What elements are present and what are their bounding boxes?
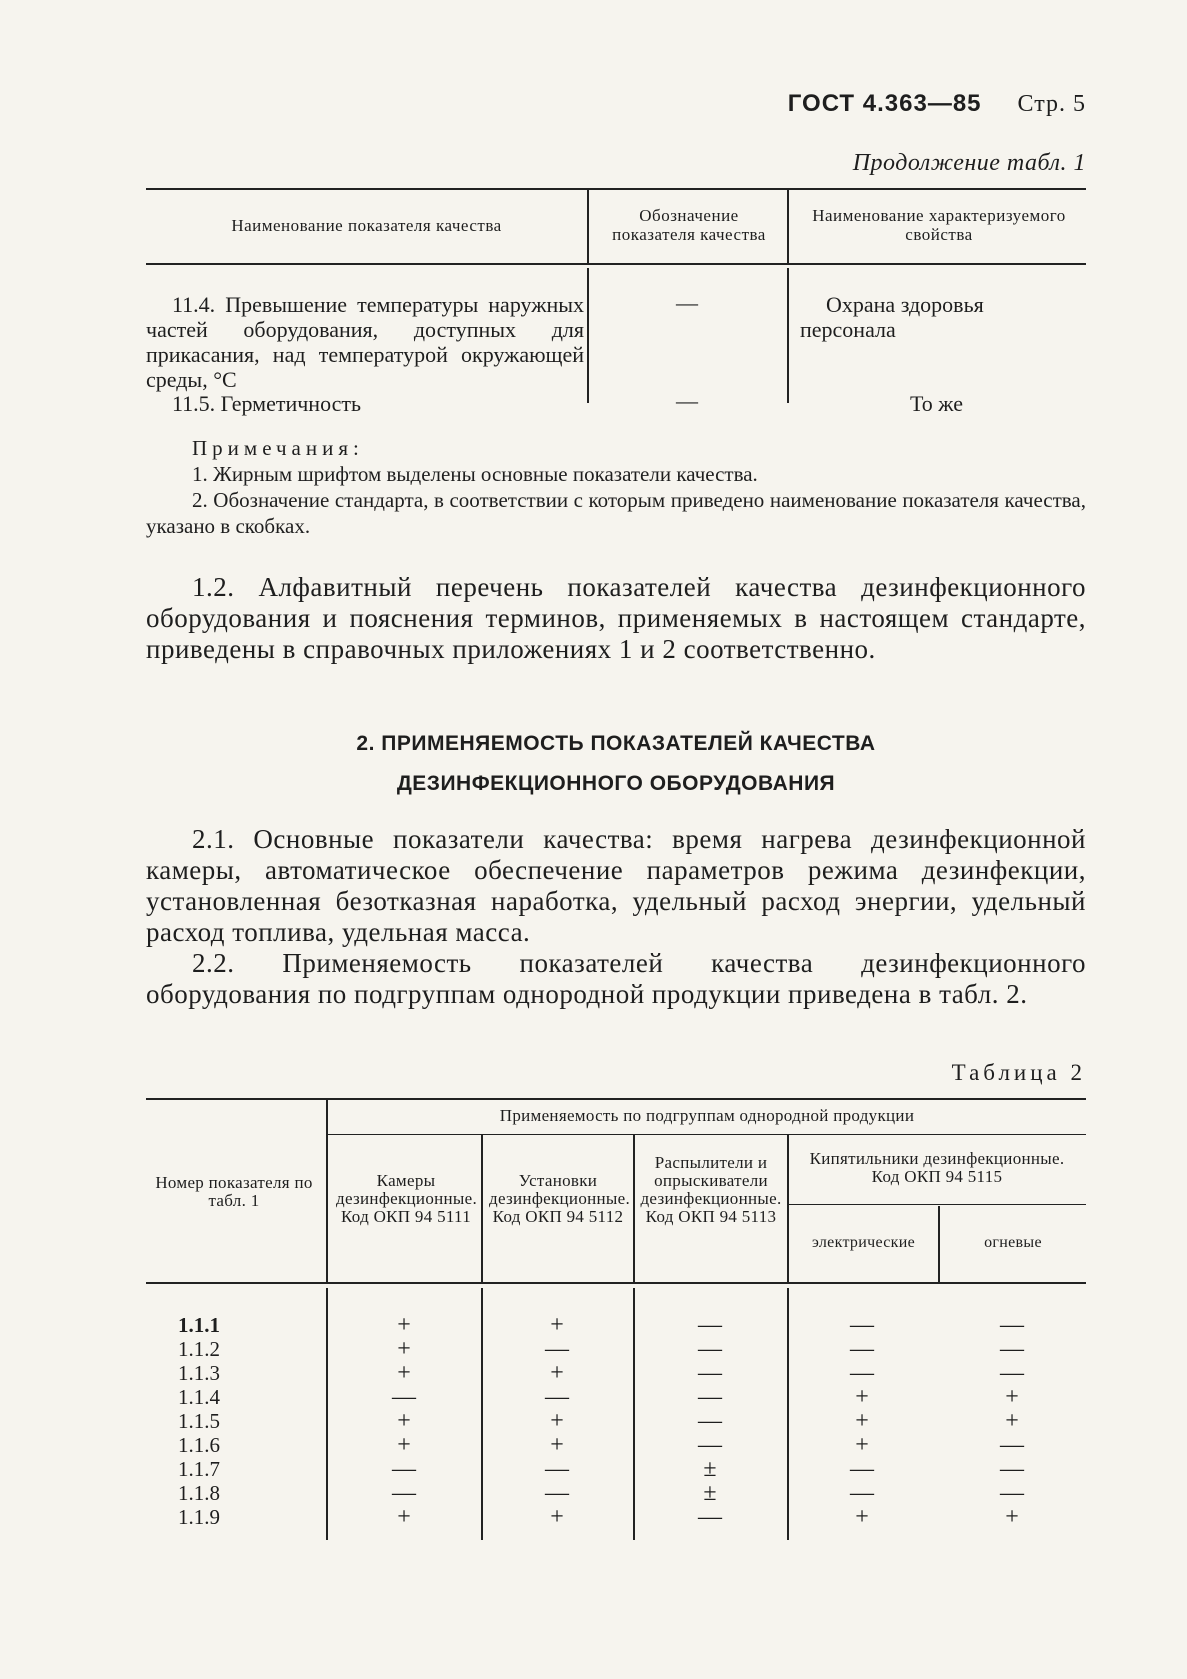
applicability-mark: —: [1000, 1312, 1024, 1338]
applicability-mark: —: [545, 1384, 569, 1410]
applicability-mark: +: [855, 1504, 869, 1530]
row-indicator-number: 1.1.7: [178, 1457, 220, 1481]
table-row: [146, 1457, 1086, 1481]
applicability-mark: +: [550, 1432, 564, 1458]
applicability-mark: —: [850, 1360, 874, 1386]
applicability-mark: +: [550, 1408, 564, 1434]
applicability-mark: —: [545, 1480, 569, 1506]
document-page: [146, 0, 1086, 1679]
paragraph-2-2: 2.2. Применяемость показателей качества дезинфекционного оборудования по подгруппам однородной продукции приведена в табл. 2.: [146, 948, 1086, 1009]
applicability-mark: —: [698, 1312, 722, 1338]
section-2-title-line-2: ДЕЗИНФЕКЦИОННОГО ОБОРУДОВАНИЯ: [396, 772, 836, 795]
header-applicability-group: Применяемость по подгруппам однородной продукции: [499, 1106, 915, 1125]
applicability-mark: —: [850, 1336, 874, 1362]
table-row: [146, 1361, 1086, 1385]
applicability-mark: +: [550, 1312, 564, 1338]
table-row: [146, 1505, 1086, 1529]
applicability-table: [146, 1098, 1086, 1548]
header-indicator-number: Номер показателя по табл. 1: [155, 1173, 313, 1210]
table-row: [146, 1409, 1086, 1433]
row-indicator-number: 1.1.6: [178, 1433, 220, 1457]
row-11-5-name: 11.5. Герметичность: [172, 391, 362, 416]
row-indicator-number: 1.1.1: [178, 1313, 220, 1337]
applicability-mark: ±: [703, 1456, 717, 1482]
applicability-mark: —: [698, 1336, 722, 1362]
applicability-mark: —: [698, 1408, 722, 1434]
applicability-mark: —: [392, 1456, 416, 1482]
header-chambers: Камеры дезинфекционные. Код ОКП 94 5111: [336, 1171, 478, 1226]
applicability-mark: —: [698, 1432, 722, 1458]
header-sprayers: Распылители и опрыскиватели дезинфекционные. Код ОКП 94 5113: [640, 1153, 782, 1226]
header-installations: Установки дезинфекционные. Код ОКП 94 5112: [489, 1171, 631, 1226]
page-number: Стр. 5: [1017, 91, 1086, 117]
table-2-label: Таблица 2: [951, 1060, 1086, 1085]
row-indicator-number: 1.1.9: [178, 1505, 220, 1529]
table-notes: [146, 435, 1086, 539]
applicability-mark: +: [855, 1408, 869, 1434]
applicability-mark: —: [850, 1456, 874, 1482]
notes-heading: Примечания:: [192, 436, 364, 460]
row-indicator-number: 1.1.8: [178, 1481, 220, 1505]
applicability-mark: +: [550, 1360, 564, 1386]
paragraph-1-2: 1.2. Алфавитный перечень показателей качества дезинфекционного оборудования и пояснения терминов, применяемых в настоящем стандарте, приведены в справочных приложениях 1 и 2 соответственно.: [146, 572, 1086, 664]
applicability-mark: —: [392, 1384, 416, 1410]
applicability-mark: —: [1000, 1360, 1024, 1386]
section-2-body: [146, 824, 1086, 1010]
page-header: [788, 90, 1086, 118]
row-indicator-number: 1.1.4: [178, 1385, 220, 1409]
header-indicator-code: Обозначение показателя качества: [612, 206, 766, 244]
table-row: [146, 1433, 1086, 1457]
applicability-mark: —: [392, 1480, 416, 1506]
row-indicator-number: 1.1.5: [178, 1409, 220, 1433]
applicability-mark: +: [397, 1432, 411, 1458]
applicability-mark: —: [1000, 1336, 1024, 1362]
applicability-mark: —: [1000, 1432, 1024, 1458]
applicability-mark: +: [855, 1384, 869, 1410]
table-row: [146, 1337, 1086, 1361]
applicability-mark: +: [550, 1504, 564, 1530]
applicability-mark: +: [397, 1504, 411, 1530]
table-continuation-label: Продолжение табл. 1: [852, 150, 1086, 176]
header-indicator-name: Наименование показателя качества: [231, 216, 502, 235]
section-2-title-line-1: 2. ПРИМЕНЯЕМОСТЬ ПОКАЗАТЕЛЕЙ КАЧЕСТВА: [356, 732, 876, 755]
applicability-mark: +: [397, 1408, 411, 1434]
applicability-mark: —: [698, 1384, 722, 1410]
applicability-mark: +: [855, 1432, 869, 1458]
applicability-mark: +: [1005, 1384, 1019, 1410]
row-11-4-property: Охрана здоровья персонала: [800, 292, 984, 342]
applicability-mark: +: [397, 1312, 411, 1338]
applicability-mark: —: [850, 1312, 874, 1338]
applicability-mark: +: [397, 1336, 411, 1362]
applicability-mark: ±: [703, 1480, 717, 1506]
paragraph-2-1: 2.1. Основные показатели качества: время нагрева дезинфекционной камеры, автоматическое обеспечение параметров режима дезинфекции, установленная безотказная наработка, удельный расход энергии, удельный расход топлива, удельная масса.: [146, 824, 1086, 947]
row-11-4-code: —: [676, 290, 698, 315]
row-indicator-number: 1.1.3: [178, 1361, 220, 1385]
header-boilers-electric: электрические: [812, 1234, 915, 1251]
header-boilers: Кипятильники дезинфекционные. Код ОКП 94 5115: [809, 1149, 1065, 1186]
applicability-mark: +: [1005, 1408, 1019, 1434]
applicability-mark: —: [698, 1360, 722, 1386]
applicability-mark: —: [698, 1504, 722, 1530]
applicability-mark: +: [1005, 1504, 1019, 1530]
table-row: [146, 1313, 1086, 1337]
row-indicator-number: 1.1.2: [178, 1337, 220, 1361]
quality-indicators-table: [146, 188, 1086, 416]
row-11-5-property: То же: [910, 391, 963, 416]
table-row: [146, 1385, 1086, 1409]
header-boilers-fire: огневые: [984, 1234, 1042, 1251]
row-11-4-name: 11.4. Превышение температуры наружных частей оборудования, доступных для прикасания, над температурой окружающей среды, °С: [146, 292, 584, 392]
applicability-mark: —: [545, 1456, 569, 1482]
table-row: [146, 1481, 1086, 1505]
applicability-mark: —: [545, 1336, 569, 1362]
standard-number: ГОСТ 4.363—85: [787, 90, 982, 117]
applicability-mark: +: [397, 1360, 411, 1386]
header-property-name: Наименование характеризуемого свойства: [812, 206, 1066, 244]
row-11-5-code: —: [676, 388, 698, 413]
note-1: 1. Жирным шрифтом выделены основные показатели качества.: [192, 462, 758, 486]
applicability-mark: —: [1000, 1456, 1024, 1482]
applicability-mark: —: [850, 1480, 874, 1506]
note-2: 2. Обозначение стандарта, в соответствии с которым приведено наименование показателя качества, указано в скобках.: [146, 488, 1086, 538]
applicability-mark: —: [1000, 1480, 1024, 1506]
